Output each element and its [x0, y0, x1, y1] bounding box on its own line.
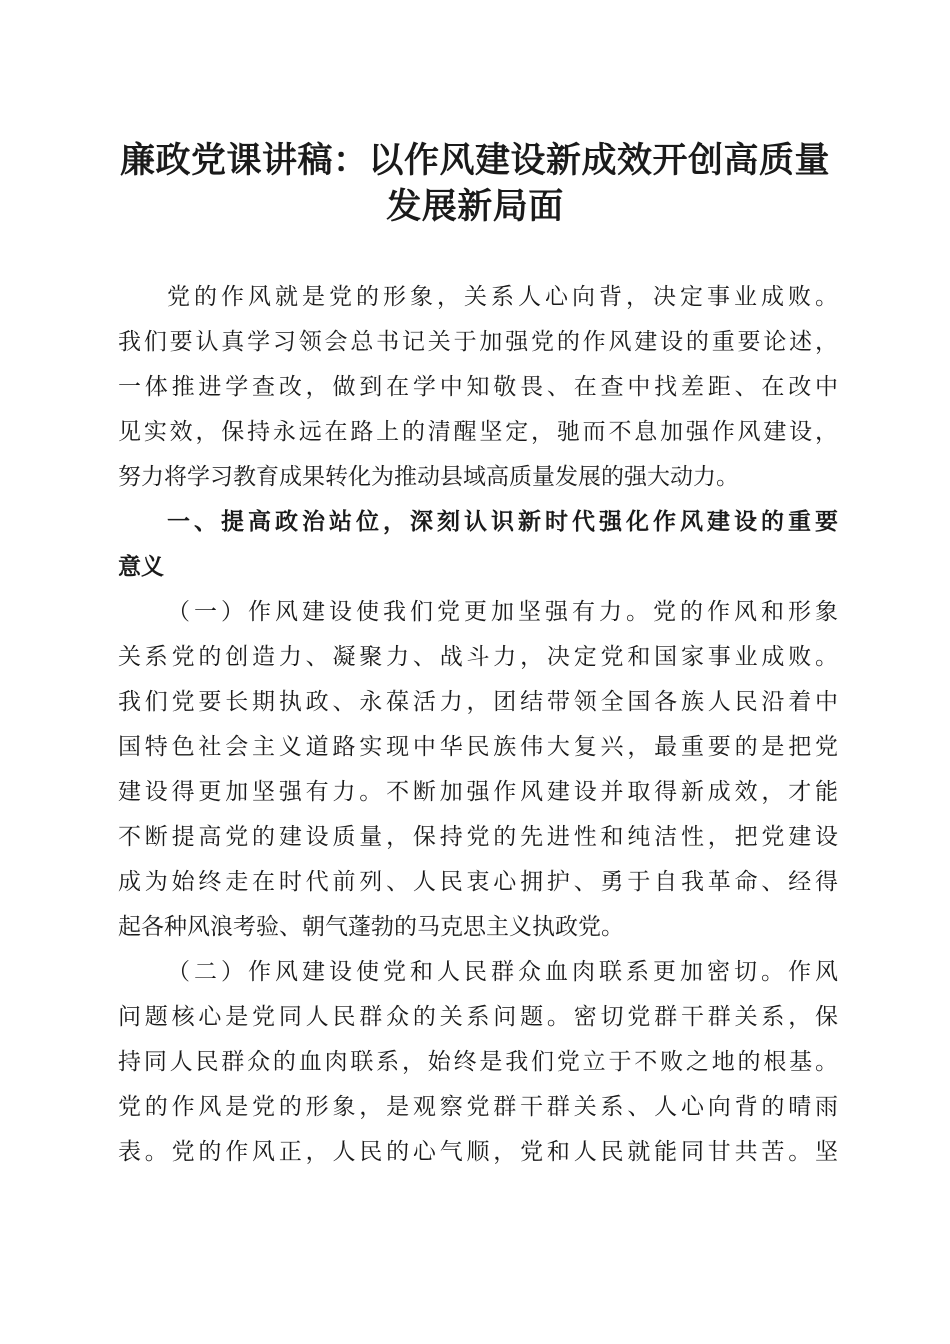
body-line: 表。党的作风正，人民的心气顺，党和人民就能同甘共苦。坚 [118, 1139, 838, 1165]
body-line: 我们党要长期执政、永葆活力，团结带领全国各族人民沿着中 [118, 689, 838, 715]
body-line: 持同人民群众的血肉联系，始终是我们党立于不败之地的根基。 [118, 1049, 838, 1075]
subsection-heading-line: （二）作风建设使党和人民群众血肉联系更加密切。作风 [167, 959, 838, 985]
body-line: 问题核心是党同人民群众的关系问题。密切党群干群关系，保 [118, 1004, 838, 1030]
body-line: 成为始终走在时代前列、人民衷心拥护、勇于自我革命、经得 [118, 869, 838, 895]
body-line: 见实效，保持永远在路上的清醒坚定，驰而不息加强作风建设， [118, 419, 838, 445]
body-line: 不断提高党的建设质量，保持党的先进性和纯洁性，把党建设 [118, 824, 838, 850]
document-title-line-2: 发展新局面 [386, 186, 564, 227]
body-line: 党的作风就是党的形象，关系人心向背，决定事业成败。 [167, 284, 838, 310]
body-line: 关系党的创造力、凝聚力、战斗力，决定党和国家事业成败。 [118, 644, 838, 670]
body-line: 国特色社会主义道路实现中华民族伟大复兴，最重要的是把党 [118, 734, 838, 760]
body-line: 起各种风浪考验、朝气蓬勃的马克思主义执政党。 [118, 914, 624, 940]
body-line: 努力将学习教育成果转化为推动县域高质量发展的强大动力。 [118, 464, 739, 490]
subsection-heading-line: （一）作风建设使我们党更加坚强有力。党的作风和形象 [167, 599, 838, 625]
body-line: 我们要认真学习领会总书记关于加强党的作风建设的重要论述， [118, 329, 838, 355]
section-heading-line: 一、提高政治站位，深刻认识新时代强化作风建设的重要 [167, 509, 838, 535]
body-line: 一体推进学查改，做到在学中知敬畏、在查中找差距、在改中 [118, 374, 838, 400]
body-line: 党的作风是党的形象，是观察党群干群关系、人心向背的晴雨 [118, 1094, 838, 1120]
body-line: 建设得更加坚强有力。不断加强作风建设并取得新成效，才能 [118, 779, 838, 805]
document-title-line-1: 廉政党课讲稿：以作风建设新成效开创高质量 [119, 140, 830, 181]
section-heading-line: 意义 [118, 554, 164, 580]
